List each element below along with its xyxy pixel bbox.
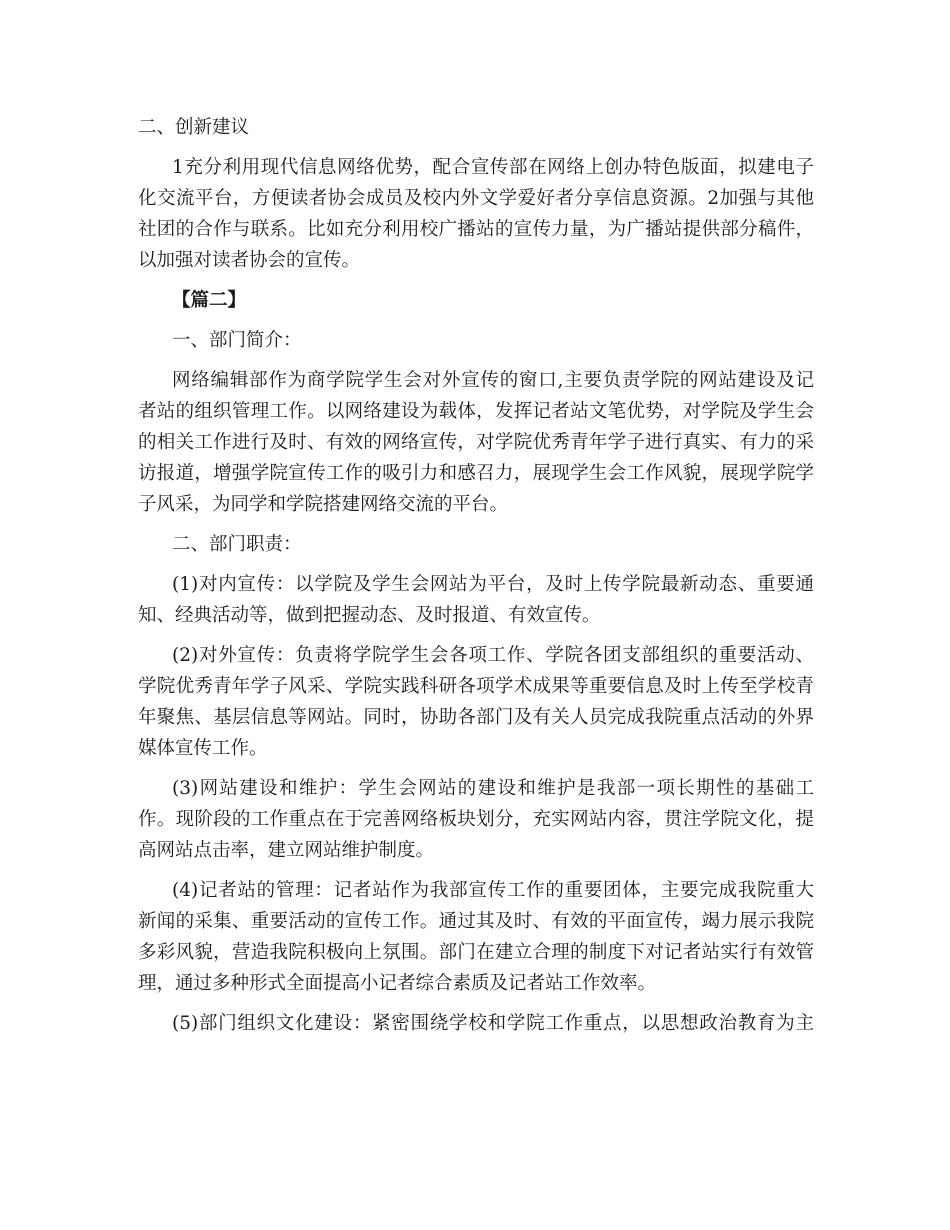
paragraph-line: 媒体宣传工作。 [138, 738, 268, 759]
paragraph-line: (4)记者站的管理：记者站作为我部宣传工作的重要团体，主要完成我院重大 [172, 880, 814, 901]
paragraph-line: 化交流平台，方便读者协会成员及校内外文学爱好者分享信息资源。2加强与其他 [138, 188, 814, 209]
paragraph-line: 访报道，增强学院宣传工作的吸引力和感召力，展现学生会工作风貌，展现学院学 [138, 463, 814, 484]
paragraph-duty-5 [138, 1008, 814, 1039]
paragraph-line: 多彩风貌，营造我院积极向上氛围。部门在建立合理的制度下对记者站实行有效管 [138, 942, 814, 963]
paragraph-duty-1 [138, 569, 814, 631]
paragraph-duty-3 [138, 773, 814, 866]
paragraph-dept-intro [138, 365, 814, 520]
paragraph-line: 子风采，为同学和学院搭建网络交流的平台。 [138, 494, 509, 515]
paragraph-line: (1)对内宣传：以学院及学生会网站为平台，及时上传学院最新动态、重要通 [172, 574, 814, 595]
section-heading-dept-intro: 一、部门简介： [172, 330, 302, 351]
paragraph-line: (3)网站建设和维护：学生会网站的建设和维护是我部一项长期性的基础工 [172, 778, 814, 799]
paragraph-line: 作。现阶段的工作重点在于完善网络板块划分，充实网站内容，贯注学院文化，提 [138, 809, 814, 830]
paragraph-line: 学院优秀青年学子风采、学院实践科研各项学术成果等重要信息及时上传至学校青 [138, 676, 814, 697]
paragraph-line: 高网站点击率，建立网站维护制度。 [138, 840, 435, 861]
paragraph-line: 1充分利用现代信息网络优势，配合宣传部在网络上创办特色版面，拟建电子 [172, 157, 814, 178]
document-page [138, 112, 814, 1048]
paragraph-line: 年聚焦、基层信息等网站。同时，协助各部门及有关人员完成我院重点活动的外界 [138, 707, 814, 728]
paragraph-line: 以加强对读者协会的宣传。 [138, 250, 361, 271]
paragraph-line: 知、经典活动等，做到把握动态、及时报道、有效宣传。 [138, 605, 601, 626]
section-heading-innovation: 二、创新建议 [138, 117, 250, 138]
paragraph-line: 理，通过多种形式全面提高小记者综合素质及记者站工作效率。 [138, 973, 657, 994]
paragraph-innovation [138, 152, 814, 276]
paragraph-line: 的相关工作进行及时、有效的网络宣传，对学院优秀青年学子进行真实、有力的采 [138, 432, 814, 453]
part-heading: 【篇二】 [172, 290, 247, 311]
paragraph-duty-4 [138, 875, 814, 999]
paragraph-line: 新闻的采集、重要活动的宣传工作。通过其及时、有效的平面宣传，竭力展示我院 [138, 911, 814, 932]
paragraph-line: 社团的合作与联系。比如充分利用校广播站的宣传力量，为广播站提供部分稿件， [138, 219, 814, 240]
paragraph-line: 网络编辑部作为商学院学生会对外宣传的窗口,主要负责学院的网站建设及记 [172, 370, 814, 391]
paragraph-line: (5)部门组织文化建设：紧密围绕学校和学院工作重点，以思想政治教育为主 [172, 1013, 814, 1034]
paragraph-duty-2 [138, 640, 814, 764]
paragraph-line: 者站的组织管理工作。以网络建设为载体，发挥记者站文笔优势，对学院及学生会 [138, 401, 814, 422]
section-heading-dept-duty: 二、部门职责： [172, 534, 302, 555]
paragraph-line: (2)对外宣传：负责将学院学生会各项工作、学院各团支部组织的重要活动、 [172, 645, 814, 666]
